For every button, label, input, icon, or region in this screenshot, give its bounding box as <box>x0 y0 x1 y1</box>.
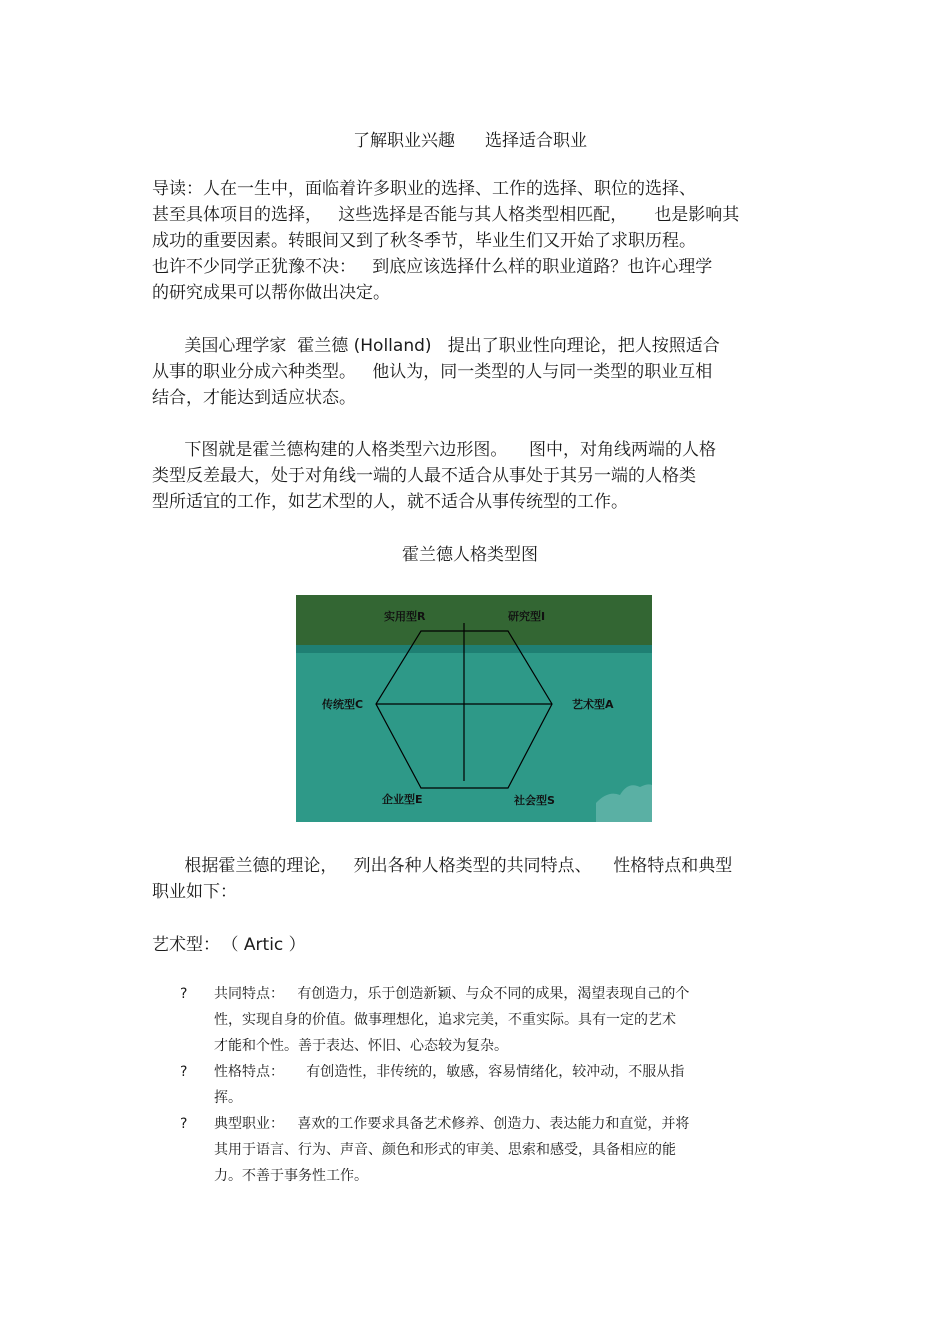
item-line: 力。不善于事务性工作。 <box>214 1168 368 1184</box>
hexagon-line: 类型反差最大，处于对角线一端的人最不适合从事处于其另一端的人格类 <box>152 466 696 486</box>
bullet-marker: ? <box>180 1116 188 1132</box>
hexagon-line: 下图就是霍兰德构建的人格类型六边形图。 图中，对角线两端的人格 <box>152 440 717 460</box>
intro-line: 导读：人在一生中，面临着许多职业的选择、工作的选择、职位的选择、 <box>152 179 696 199</box>
holland-line: 美国心理学家 霍兰德 (Holland) 提出了职业性向理论，把人按照适合 <box>152 336 720 356</box>
hexagon-line: 型所适宜的工作，如艺术型的人，就不适合从事传统型的工作。 <box>152 492 628 512</box>
theory-line: 根据霍兰德的理论， 列出各种人格类型的共同特点、 性格特点和典型 <box>152 856 733 876</box>
label-artistic: 艺术型A <box>572 698 614 711</box>
section-heading-artistic <box>152 930 306 955</box>
holland-paragraph <box>152 333 802 411</box>
intro-line: 的研究成果可以帮你做出决定。 <box>152 283 390 303</box>
list-item <box>180 1111 780 1189</box>
list-item <box>180 1059 780 1111</box>
document-title <box>0 126 940 151</box>
label-enterprising: 企业型E <box>382 793 423 806</box>
intro-paragraph <box>152 176 802 306</box>
bullet-marker: ? <box>180 986 188 1002</box>
section-label: 艺术型： <box>152 935 220 955</box>
theory-line: 职业如下： <box>152 882 237 902</box>
bullet-marker: ? <box>180 1064 188 1080</box>
intro-line: 也许不少同学正犹豫不决： 到底应该选择什么样的职业道路？也许心理学 <box>152 257 713 277</box>
figure-top-band <box>296 595 652 645</box>
item-line: 典型职业： 喜欢的工作要求具备艺术修养、创造力、表达能力和直觉，并将 <box>214 1116 690 1132</box>
list-item <box>180 981 780 1059</box>
item-line: 性，实现自身的价值。做事理想化，追求完美，不重实际。具有一定的艺术 <box>214 1012 676 1028</box>
intro-line: 成功的重要因素。转眼间又到了秋冬季节，毕业生们又开始了求职历程。 <box>152 231 696 251</box>
item-line: 挥。 <box>214 1090 242 1106</box>
item-line: 共同特点： 有创造力，乐于创造新颖、与众不同的成果，渴望表现自己的个 <box>214 986 690 1002</box>
hexagon-paragraph <box>152 437 802 515</box>
figure-band-edge <box>296 645 652 653</box>
item-line: 才能和个性。善于表达、怀旧、心态较为复杂。 <box>214 1038 508 1054</box>
holland-line: 从事的职业分成六种类型。 他认为，同一类型的人与同一类型的职业互相 <box>152 362 713 382</box>
theory-paragraph <box>152 853 802 905</box>
title-part-1: 了解职业兴趣 <box>353 131 455 151</box>
holland-line: 结合，才能达到适应状态。 <box>152 388 356 408</box>
label-social: 社会型S <box>514 794 555 807</box>
item-line: 性格特点： 有创造性，非传统的，敏感，容易情绪化，较冲动，不服从指 <box>214 1064 685 1080</box>
section-name: （ Artic ） <box>230 935 306 955</box>
item-line: 其用于语言、行为、声音、颜色和形式的审美、思索和感受，具备相应的能 <box>214 1142 676 1158</box>
title-part-2: 选择适合职业 <box>485 131 587 151</box>
label-investigative: 研究型I <box>508 610 546 623</box>
label-conventional: 传统型C <box>322 698 364 711</box>
intro-line: 甚至具体项目的选择， 这些选择是否能与其人格类型相匹配， 也是影响其 <box>152 205 740 225</box>
figure-caption: 霍兰德人格类型图 <box>402 545 538 565</box>
artistic-traits-list <box>180 981 780 1189</box>
holland-hexagon-figure <box>296 595 652 822</box>
label-realistic: 实用型R <box>384 610 426 623</box>
